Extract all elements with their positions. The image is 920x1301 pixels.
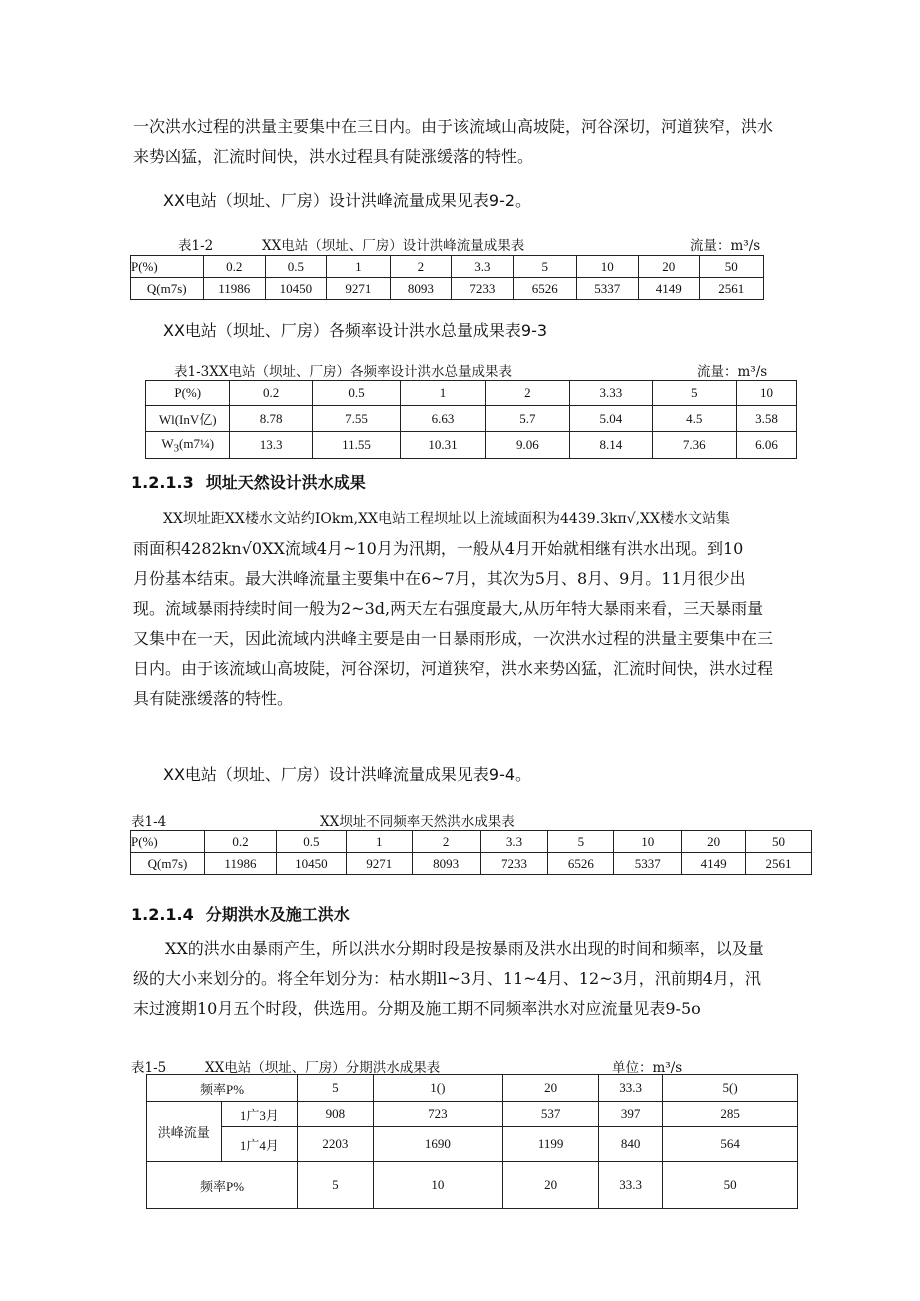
text-line: 雨面积4282kn√0XX流域4月~10月为汛期，一般从4月开始就相继有洪水出现。到10 <box>133 539 744 558</box>
paragraph-ref-9-4: XX电站（坝址、厂房）设计洪峰流量成果见表9-4。 <box>163 765 532 784</box>
table-cell: 564 <box>663 1127 798 1162</box>
section-heading <box>131 470 366 493</box>
table-header-row <box>147 1075 798 1102</box>
table-cell: 1199 <box>503 1127 599 1162</box>
table-cell: 3.3 <box>451 256 513 278</box>
table-cell: 9271 <box>346 853 412 875</box>
table-cell: 2561 <box>746 853 812 875</box>
table-cell: 8093 <box>412 853 480 875</box>
table-cell: 20 <box>503 1075 599 1102</box>
text-line: 又集中在一天，因此流域内洪峰主要是由一日暴雨形成，一次洪水过程的洪量主要集中在三 <box>133 629 774 648</box>
paragraph-intro <box>133 112 813 172</box>
text-line: 现。流域暴雨持续时间一般为2~3d,两天左右强度最大,从历年特大暴雨来看，三天暴雨量 <box>133 599 764 618</box>
table-cell: 723 <box>373 1102 503 1127</box>
table-cell: 8093 <box>391 278 452 300</box>
table-cell: 908 <box>298 1102 373 1127</box>
table-cell: 2 <box>391 256 452 278</box>
table-cell: Q(m7s) <box>131 278 204 300</box>
table-cell: 5337 <box>614 853 682 875</box>
table-cell: Q(m7s) <box>131 853 205 875</box>
table-1-3-unit: 流量：m³/s <box>697 364 768 380</box>
table-cell: 397 <box>599 1102 663 1127</box>
table-cell: 0.2 <box>204 831 276 853</box>
table-cell: 0.2 <box>230 381 312 406</box>
table-1-2-title: XX电站（坝址、厂房）设计洪峰流量成果表 <box>262 238 525 254</box>
table-cell: 1690 <box>373 1127 503 1162</box>
section-number: 1.2.1.4 <box>131 905 194 924</box>
table-cell: 5.04 <box>570 406 652 432</box>
table-cell: 20 <box>682 831 746 853</box>
table-row <box>147 1162 798 1209</box>
table-cell: 洪峰流量 <box>147 1102 222 1162</box>
table-1-2-label: 表1-2 <box>178 238 214 254</box>
table-cell: 1广4月 <box>221 1127 297 1162</box>
table-cell: 537 <box>503 1102 599 1127</box>
table-cell: 5 <box>298 1075 373 1102</box>
table-1-4 <box>130 830 812 875</box>
table-cell: 5() <box>663 1075 798 1102</box>
table-row <box>146 432 797 459</box>
table-cell: 33.3 <box>599 1162 663 1209</box>
table-cell: 50 <box>746 831 812 853</box>
table-header-row <box>131 256 764 278</box>
table-header-row <box>146 381 797 406</box>
table-cell: 3.58 <box>736 406 796 432</box>
table-cell: 20 <box>503 1162 599 1209</box>
section-heading <box>131 902 350 925</box>
table-cell: 33.3 <box>599 1075 663 1102</box>
table-cell: 11986 <box>203 278 266 300</box>
table-cell: 1 <box>346 831 412 853</box>
table-row <box>147 1127 798 1162</box>
table-cell: 11.55 <box>312 432 400 459</box>
paragraph-dam-site <box>133 504 813 714</box>
text-line: 一次洪水过程的洪量主要集中在三日内。由于该流域山高坡陡，河谷深切，河道狭窄，洪水 <box>133 117 774 136</box>
text-line: 级的大小来划分的。将全年划分为：枯水期ll~3月、11~4月、12~3月，汛前期4月，汛 <box>133 969 761 988</box>
table-cell: Wl(InV亿) <box>146 406 230 432</box>
table-cell: 10 <box>614 831 682 853</box>
table-cell: 3.33 <box>570 381 652 406</box>
table-cell: 10 <box>373 1162 503 1209</box>
table-header-row <box>131 831 812 853</box>
text-line: 来势凶猛，汇流时间快，洪水过程具有陡涨缓落的特性。 <box>133 147 534 166</box>
table-cell: 5 <box>652 381 736 406</box>
table-cell: 1广3月 <box>221 1102 297 1127</box>
table-cell: 4149 <box>639 278 700 300</box>
table-cell: 8.78 <box>230 406 312 432</box>
table-cell: 6526 <box>514 278 576 300</box>
table-1-3-title: 表1-3XX电站（坝址、厂房）各频率设计洪水总量成果表 <box>174 364 512 380</box>
table-cell: 6.06 <box>736 432 796 459</box>
section-number: 1.2.1.3 <box>131 473 194 492</box>
row-label-unit: (m7¼) <box>179 435 215 451</box>
paragraph-ref-9-3: XX电站（坝址、厂房）各频率设计洪水总量成果表9-3 <box>163 321 548 340</box>
table-cell: 1 <box>326 256 390 278</box>
table-cell: 7.55 <box>312 406 400 432</box>
table-cell: 0.2 <box>203 256 266 278</box>
table-cell: 285 <box>663 1102 798 1127</box>
text-line: 月份基本结束。最大洪峰流量主要集中在6~7月，其次为5月、8月、9月。11月很少出 <box>133 569 746 588</box>
table-cell: 2561 <box>699 278 764 300</box>
paragraph-staged-flood <box>133 934 813 1024</box>
table-cell: 840 <box>599 1127 663 1162</box>
table-cell: P(%) <box>131 256 204 278</box>
table-cell: 5 <box>548 831 614 853</box>
table-cell: 5.7 <box>485 406 569 432</box>
table-1-4-label: 表1-4 <box>131 814 167 830</box>
table-cell: 6.63 <box>401 406 485 432</box>
table-1-5-unit: 单位：m³/s <box>612 1060 683 1076</box>
table-cell: 1() <box>373 1075 503 1102</box>
table-cell: 50 <box>699 256 764 278</box>
table-cell: 8.14 <box>570 432 652 459</box>
table-1-4-title: XX坝址不同频率天然洪水成果表 <box>320 814 515 830</box>
section-title: 分期洪水及施工洪水 <box>205 905 350 924</box>
table-cell: P(%) <box>131 831 205 853</box>
table-cell: 0.5 <box>312 381 400 406</box>
table-cell: 7233 <box>451 278 513 300</box>
table-cell: 10 <box>736 381 796 406</box>
table-cell: 9271 <box>326 278 390 300</box>
table-row <box>131 278 764 300</box>
table-cell: 2 <box>412 831 480 853</box>
table-cell: 10.31 <box>401 432 485 459</box>
table-cell: 9.06 <box>485 432 569 459</box>
table-cell: 10450 <box>266 278 327 300</box>
table-cell: 10450 <box>276 853 346 875</box>
row-label-subscript: 3 <box>173 442 180 455</box>
table-cell: 1 <box>401 381 485 406</box>
table-cell: 11986 <box>204 853 276 875</box>
table-cell: 4.5 <box>652 406 736 432</box>
table-cell: 7233 <box>480 853 548 875</box>
table-row <box>131 853 812 875</box>
table-cell: 2 <box>485 381 569 406</box>
text-line: 具有陡涨缓落的特性。 <box>133 689 294 708</box>
table-cell: 5337 <box>576 278 638 300</box>
table-cell: 20 <box>639 256 700 278</box>
table-cell: 50 <box>663 1162 798 1209</box>
table-cell: 4149 <box>682 853 746 875</box>
table-1-3 <box>145 380 797 459</box>
table-1-2 <box>130 255 764 300</box>
table-1-5-title: XX电站（坝址、厂房）分期洪水成果表 <box>205 1060 441 1076</box>
paragraph-ref-9-2: XX电站（坝址、厂房）设计洪峰流量成果见表9-2。 <box>163 191 532 210</box>
table-cell: 2203 <box>298 1127 373 1162</box>
text-line: 日内。由于该流域山高坡陡，河谷深切，河道狭窄，洪水来势凶猛，汇流时间快，洪水过程 <box>133 659 774 678</box>
text-line: XX的洪水由暴雨产生，所以洪水分期时段是按暴雨及洪水出现的时间和频率，以及量 <box>165 939 764 958</box>
table-1-5-label: 表1-5 <box>131 1060 167 1076</box>
table-row <box>146 406 797 432</box>
table-cell: 频率P% <box>147 1075 298 1102</box>
row-label-w: W <box>161 435 174 451</box>
table-cell: 频率P% <box>147 1162 298 1209</box>
table-cell: 0.5 <box>276 831 346 853</box>
table-1-2-unit: 流量：m³/s <box>690 238 761 254</box>
table-cell: 7.36 <box>652 432 736 459</box>
table-cell: 5 <box>514 256 576 278</box>
table-cell: 0.5 <box>266 256 327 278</box>
table-row <box>147 1102 798 1127</box>
table-cell: P(%) <box>146 381 230 406</box>
section-title: 坝址天然设计洪水成果 <box>205 473 366 492</box>
table-cell: 6526 <box>548 853 614 875</box>
table-cell: 5 <box>298 1162 373 1209</box>
table-1-5 <box>146 1074 798 1209</box>
text-line: XX坝址距XX楼水文站约IOkm,XX电站工程坝址以上流域面积为4439.3kπ√,XX楼水文站集 <box>163 511 730 527</box>
table-cell <box>146 432 230 459</box>
table-cell: 10 <box>576 256 638 278</box>
table-cell: 3.3 <box>480 831 548 853</box>
table-cell: 13.3 <box>230 432 312 459</box>
text-line: 末过渡期10月五个时段，供选用。分期及施工期不同频率洪水对应流量见表9-5o <box>133 999 701 1018</box>
